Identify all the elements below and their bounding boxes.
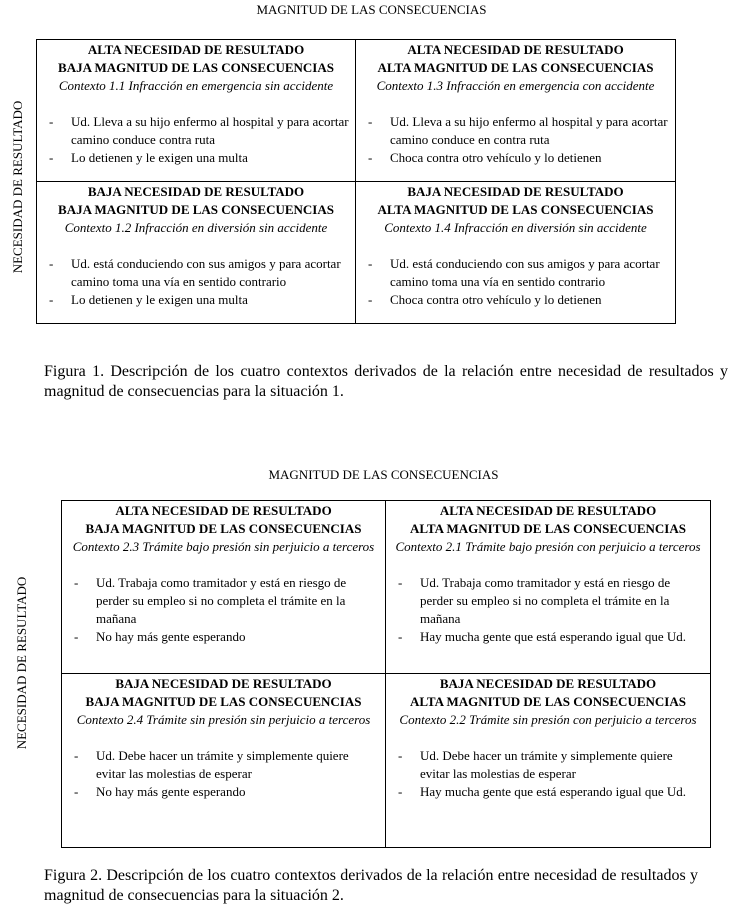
cell-context-title: Contexto 1.4 Infracción en diversión sin accidente [384, 219, 647, 235]
fig1-matrix [36, 39, 676, 324]
cell-context-title: Contexto 2.2 Trámite sin presión con perjuicio a terceros [399, 712, 697, 727]
fig1-cell-context-1-2 [37, 182, 356, 324]
cell-heading-necesidad: ALTA NECESIDAD DE RESULTADO [87, 42, 305, 57]
cell-context-title: Contexto 1.1 Infracción en emergencia sin accidente [58, 78, 334, 93]
fig2-caption: Figura 2. Descripción de los cuatro contextos derivados de la relación entre necesidad de resultados y magnitud de consecuencias para la situación 2. [44, 867, 698, 904]
fig1-cell-context-1-4 [356, 182, 675, 324]
cell-context-title: Contexto 2.4 Trámite sin presión sin perjuicio a terceros [76, 712, 371, 727]
fig1-cell-context-1-1 [37, 40, 356, 182]
list-item: - Ud. Debe hacer un trámite y simplemente quiere evitar las molestias de esperar [398, 748, 673, 781]
list-item: - Ud. Lleva a su hijo enfermo al hospital y para acortar camino conduce en contra ruta [368, 114, 668, 147]
cell-heading-magnitud: ALTA MAGNITUD DE LAS CONSECUENCIAS [377, 60, 654, 75]
cell-heading-magnitud: ALTA MAGNITUD DE LAS CONSECUENCIAS [377, 201, 654, 217]
list-item: - Hay mucha gente que está esperando igual que Ud. [398, 784, 687, 799]
cell-heading-magnitud: BAJA MAGNITUD DE LAS CONSECUENCIAS [85, 521, 362, 536]
cell-heading-necesidad: BAJA NECESIDAD DE RESULTADO [439, 676, 657, 691]
fig2-cell-context-2-1 [386, 501, 710, 674]
fig1-y-axis-label: NECESIDAD DE RESULTADO [10, 100, 25, 274]
list-item: - Hay mucha gente que está esperando igual que Ud. [398, 629, 687, 644]
cell-context-title: Contexto 1.2 Infracción en diversión sin accidente [64, 219, 328, 235]
fig2-x-axis-label: MAGNITUD DE LAS CONSECUENCIAS [268, 467, 499, 482]
fig1-caption: Figura 1. Descripción de los cuatro contextos derivados de la relación entre necesidad de resultados y magnitud de consecuencias para la situación 1. [44, 363, 728, 400]
cell-heading-magnitud: BAJA MAGNITUD DE LAS CONSECUENCIAS [58, 201, 334, 217]
list-item: - Ud. Trabaja como tramitador y está en riesgo de perder su empleo si no completa el trámite en la mañana [74, 575, 347, 626]
cell-heading-magnitud: ALTA MAGNITUD DE LAS CONSECUENCIAS [410, 521, 686, 536]
list-item: - Ud. está conduciendo con sus amigos y para acortar camino toma una vía en sentido contrario [368, 255, 660, 289]
list-item: - Lo detienen y le exigen una multa [49, 150, 248, 165]
fig2-cell-context-2-3 [62, 501, 386, 674]
list-item: - No hay más gente esperando [74, 629, 246, 644]
list-item: - Lo detienen y le exigen una multa [49, 291, 248, 307]
cell-heading-necesidad: ALTA NECESIDAD DE RESULTADO [439, 503, 657, 518]
cell-heading-necesidad: BAJA NECESIDAD DE RESULTADO [407, 183, 624, 199]
fig2-cell-context-2-2 [386, 674, 710, 847]
cell-heading-magnitud: BAJA MAGNITUD DE LAS CONSECUENCIAS [58, 60, 334, 75]
cell-heading-necesidad: ALTA NECESIDAD DE RESULTADO [115, 503, 332, 518]
cell-context-title: Contexto 2.3 Trámite bajo presión sin perjuicio a terceros [72, 539, 375, 554]
cell-context-title: Contexto 2.1 Trámite bajo presión con perjuicio a terceros [395, 539, 701, 554]
cell-heading-necesidad: BAJA NECESIDAD DE RESULTADO [87, 183, 305, 199]
fig2-matrix [61, 500, 711, 848]
fig2-y-axis-label: NECESIDAD DE RESULTADO [14, 576, 29, 750]
list-item: - Ud. Trabaja como tramitador y está en riesgo de perder su empleo si no completa el trámite en la mañana [398, 575, 671, 626]
list-item: - Ud. está conduciendo con sus amigos y para acortar camino toma una vía en sentido contrario [49, 255, 341, 289]
list-item: - Ud. Lleva a su hijo enfermo al hospital y para acortar camino conduce contra ruta [49, 114, 349, 147]
cell-context-title: Contexto 1.3 Infracción en emergencia con accidente [376, 78, 655, 93]
fig1-cell-context-1-3 [356, 40, 675, 182]
cell-heading-magnitud: ALTA MAGNITUD DE LAS CONSECUENCIAS [410, 694, 686, 709]
list-item: - Ud. Debe hacer un trámite y simplemente quiere evitar las molestias de esperar [74, 748, 349, 781]
list-item: - Choca contra otro vehículo y lo detienen [368, 291, 602, 307]
cell-heading-necesidad: ALTA NECESIDAD DE RESULTADO [407, 42, 624, 57]
fig2-cell-context-2-4 [62, 674, 386, 847]
cell-heading-necesidad: BAJA NECESIDAD DE RESULTADO [115, 676, 332, 691]
fig1-x-axis-label: MAGNITUD DE LAS CONSECUENCIAS [256, 2, 487, 17]
list-item: - Choca contra otro vehículo y lo detienen [368, 150, 602, 165]
list-item: - No hay más gente esperando [74, 784, 246, 799]
cell-heading-magnitud: BAJA MAGNITUD DE LAS CONSECUENCIAS [85, 694, 362, 709]
